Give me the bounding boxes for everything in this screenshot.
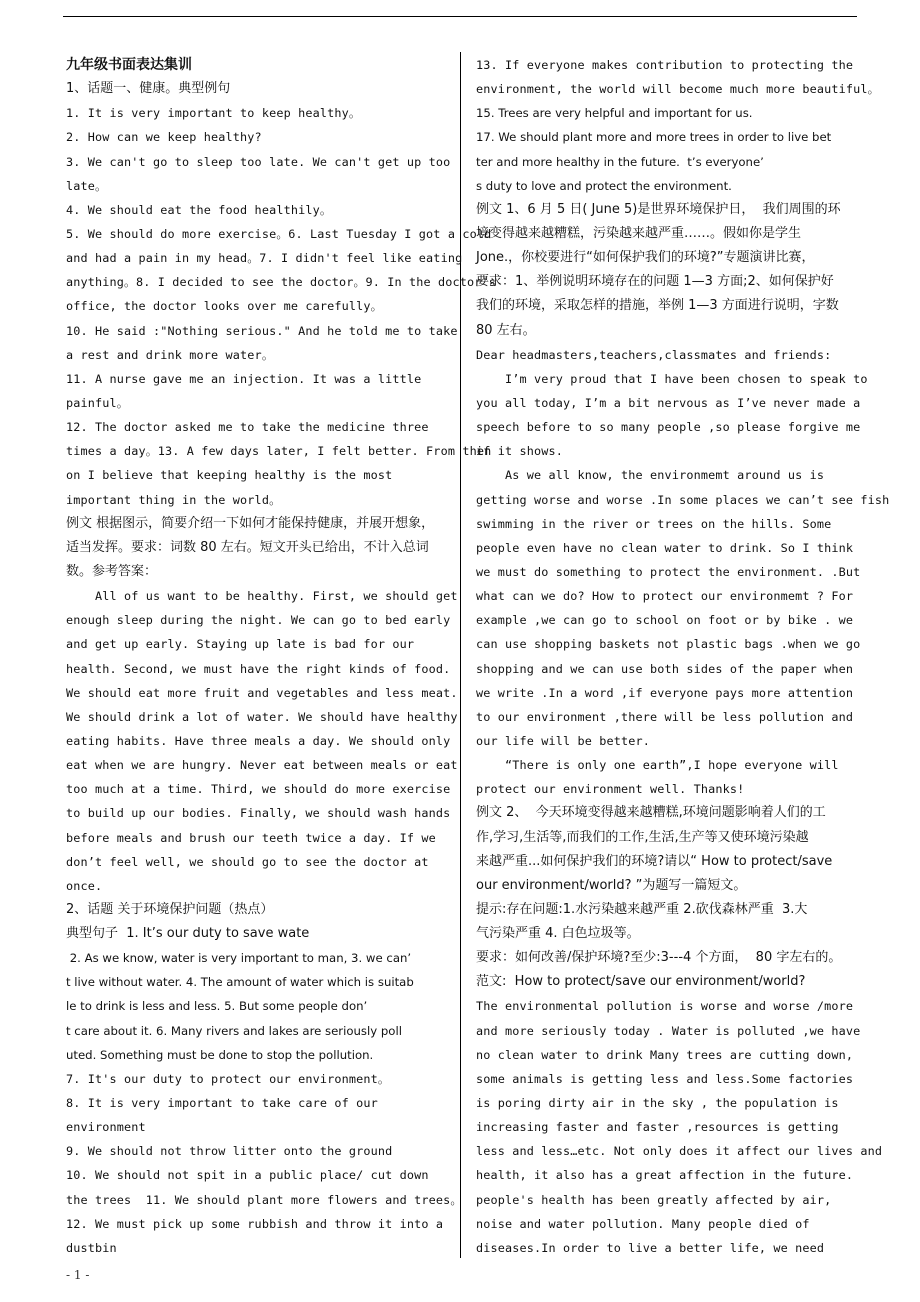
right-text-line: if it shows. bbox=[476, 444, 564, 459]
right-text-line: 15. Trees are very helpful and important for us. bbox=[476, 106, 753, 121]
left-text-line: We should eat more fruit and vegetables and less meat. bbox=[66, 685, 458, 700]
right-text-line: we write .In a word ,if everyone pays more attention bbox=[476, 685, 854, 700]
right-text-line: 境变得越来越糟糕，污染越来越严重……。假如你是学生 bbox=[476, 225, 802, 241]
right-text-line: 作,学习,生活等,而我们的工作,生活,生产等又使环境污染越 bbox=[476, 829, 809, 845]
right-text-line: shopping and we can use both sides of the paper when bbox=[476, 661, 854, 676]
right-text-line: can use shopping baskets not plastic bags .when we go bbox=[476, 637, 861, 652]
left-text-line: before meals and brush our teeth twice a day. If we bbox=[66, 830, 436, 845]
left-text-line: 4. We should eat the food healthily。 bbox=[66, 202, 332, 217]
left-text-line: 9. We should not throw litter onto the ground bbox=[66, 1144, 393, 1159]
left-text-line: uted. Something must be done to stop the pollution. bbox=[66, 1047, 374, 1062]
left-text-line: 1、话题一、健康。典型例句 bbox=[66, 81, 231, 97]
left-text-line: 2、话题 关于环境保护问题（热点） bbox=[66, 901, 274, 917]
right-text-line: getting worse and worse .In some places we can’t see fish bbox=[476, 492, 890, 507]
left-text-line: 8. It is very important to take care of our bbox=[66, 1096, 378, 1111]
right-text-line: s duty to love and protect the environment. bbox=[476, 178, 732, 193]
left-text-line: environment bbox=[66, 1120, 146, 1135]
left-text-line: 12. We must pick up some rubbish and throw it into a bbox=[66, 1216, 444, 1231]
right-text-line: Jone.，你校要进行“如何保护我们的环境?”专题演讲比赛， bbox=[476, 250, 815, 266]
left-text-line: anything。8. I decided to see the doctor。9. In the doctor's bbox=[66, 275, 497, 290]
left-column bbox=[66, 53, 497, 1260]
left-text-line: le to drink is less and less. 5. But some people don’ bbox=[66, 999, 368, 1014]
right-text-line: noise and water pollution. Many people died of bbox=[476, 1216, 810, 1231]
right-text-line: 要求：1、举例说明环境存在的问题 1—3 方面;2、如何保护好 bbox=[476, 274, 834, 290]
right-text-line: no clean water to drink Many trees are cutting down, bbox=[476, 1047, 854, 1062]
right-text-line: our life will be better. bbox=[476, 733, 651, 748]
right-text-line: is poring dirty air in the sky , the population is bbox=[476, 1096, 839, 1111]
page-number: - 1 - bbox=[66, 1268, 90, 1282]
left-text-line: 2. As we know, water is very important to man, 3. we can’ bbox=[66, 951, 412, 966]
left-text-line: eating habits. Have three meals a day. We should only bbox=[66, 733, 451, 748]
left-text-line: enough sleep during the night. We can go to bed early bbox=[66, 613, 451, 628]
left-text-line: 12. The doctor asked me to take the medicine three bbox=[66, 420, 429, 435]
left-text-line: important thing in the world。 bbox=[66, 492, 282, 507]
right-text-line: environment, the world will become much more beautiful。 bbox=[476, 82, 880, 97]
right-text-line: and more seriously today . Water is polluted ,we have bbox=[476, 1023, 861, 1038]
right-text-line: diseases.In order to live a better life, we need bbox=[476, 1240, 825, 1255]
right-text-line: 例文 1、6 月 5 日( June 5)是世界环境保护日， 我们周围的环 bbox=[476, 201, 841, 217]
right-text-line: 范文: How to protect/save our environment/world? bbox=[476, 974, 806, 990]
left-text-line: t care about it. 6. Many rivers and lakes are seriously poll bbox=[66, 1023, 402, 1038]
right-text-line: less and less…etc. Not only does it affect our lives and bbox=[476, 1144, 883, 1159]
right-text-line: our environment/world? ”为题写一篇短文。 bbox=[476, 877, 747, 893]
right-text-line: Dear headmasters,teachers,classmates and friends: bbox=[476, 347, 832, 362]
right-text-line: The environmental pollution is worse and worse /more bbox=[476, 999, 854, 1014]
left-text-line: 数。参考答案： bbox=[66, 563, 158, 579]
left-text-line: the trees 11. We should plant more flowers and trees。 bbox=[66, 1192, 463, 1207]
right-text-line: what can we do? How to protect our environmemt ? For bbox=[476, 589, 854, 604]
right-text-line: 来越严重...如何保护我们的环境?请以“ How to protect/save bbox=[476, 853, 833, 869]
right-text-line: As we all know, the environmemt around us is bbox=[476, 468, 825, 483]
left-text-line: painful。 bbox=[66, 395, 129, 410]
right-text-line: I’m very proud that I have been chosen to speak to bbox=[476, 371, 868, 386]
left-text-line: 典型句子 1. It’s our duty to save wate bbox=[66, 926, 310, 942]
right-text-line: protect our environment well. Thanks! bbox=[476, 782, 745, 797]
right-text-line: 要求：如何改善/保护环境?至少:3---4 个方面， 80 字左右的。 bbox=[476, 950, 842, 966]
left-text-line: eat when we are hungry. Never eat between meals or eat bbox=[66, 758, 458, 773]
left-text-line: 5. We should do more exercise。6. Last Tuesday I got a cold bbox=[66, 226, 492, 241]
right-text-line: 17. We should plant more and more trees in order to live bet bbox=[476, 130, 832, 145]
left-text-line: a rest and drink more water。 bbox=[66, 347, 274, 362]
left-text-line: 九年级书面表达集训 bbox=[66, 57, 192, 73]
right-text-line: ter and more healthy in the future. t’s everyone’ bbox=[476, 154, 764, 169]
left-text-line: 10. We should not spit in a public place/ cut down bbox=[66, 1168, 429, 1183]
left-text-line: t live without water. 4. The amount of water which is suitab bbox=[66, 975, 414, 990]
right-text-line: speech before to so many people ,so please forgive me bbox=[476, 420, 861, 435]
left-text-line: and had a pain in my head。7. I didn't feel like eating bbox=[66, 251, 463, 266]
left-text-line: 适当发挥。要求：词数 80 左右。短文开头已给出，不计入总词 bbox=[66, 539, 429, 555]
left-text-line: 10. He said :"Nothing serious." And he told me to take bbox=[66, 323, 458, 338]
left-text-line: late。 bbox=[66, 178, 107, 193]
right-text-line: 80 左右。 bbox=[476, 322, 536, 338]
left-text-line: 7. It's our duty to protect our environment。 bbox=[66, 1071, 390, 1086]
right-text-line: people's health has been greatly affected by air, bbox=[476, 1192, 832, 1207]
right-text-line: health, it also has a great affection in the future. bbox=[476, 1168, 854, 1183]
left-text-line: on I believe that keeping healthy is the most bbox=[66, 468, 393, 483]
left-text-line: and get up early. Staying up late is bad for our bbox=[66, 637, 415, 652]
right-text-line: 提示:存在问题:1.水污染越来越严重 2.砍伐森林严重 3.大 bbox=[476, 901, 808, 917]
right-text-line: we must do something to protect the environment. .But bbox=[476, 564, 861, 579]
left-text-line: 2. How can we keep healthy? bbox=[66, 130, 262, 145]
left-text-line: too much at a time. Third, we should do more exercise bbox=[66, 782, 451, 797]
right-text-line: people even have no clean water to drink. So I think bbox=[476, 540, 854, 555]
right-text-line: 我们的环境，采取怎样的措施，举例 1—3 方面进行说明，字数 bbox=[476, 298, 839, 314]
left-text-line: We should drink a lot of water. We should have healthy bbox=[66, 709, 458, 724]
left-text-line: don’t feel well, we should go to see the doctor at bbox=[66, 854, 429, 869]
left-text-line: times a day。13. A few days later, I felt better. From then bbox=[66, 444, 492, 459]
left-text-line: All of us want to be healthy. First, we should get bbox=[66, 589, 458, 604]
right-column bbox=[476, 53, 890, 1260]
left-text-line: office, the doctor looks over me carefully。 bbox=[66, 299, 383, 314]
right-text-line: some animals is getting less and less.Some factories bbox=[476, 1071, 854, 1086]
left-text-line: dustbin bbox=[66, 1240, 117, 1255]
left-text-line: 1. It is very important to keep healthy。 bbox=[66, 106, 361, 121]
left-text-line: 例文 根据图示，简要介绍一下如何才能保持健康，并展开想象， bbox=[66, 515, 435, 531]
right-text-line: “There is only one earth”,I hope everyone will bbox=[476, 758, 839, 773]
left-text-line: health. Second, we must have the right kinds of food. bbox=[66, 661, 451, 676]
left-text-line: 3. We can't go to sleep too late. We can't get up too bbox=[66, 154, 451, 169]
right-text-line: increasing faster and faster ,resources is getting bbox=[476, 1120, 839, 1135]
left-text-line: 11. A nurse gave me an injection. It was a little bbox=[66, 371, 422, 386]
right-text-line: swimming in the river or trees on the hills. Some bbox=[476, 516, 832, 531]
left-text-line: to build up our bodies. Finally, we should wash hands bbox=[66, 806, 451, 821]
right-text-line: example ,we can go to school on foot or by bike . we bbox=[476, 613, 854, 628]
right-text-line: 气污染严重 4. 白色垃圾等。 bbox=[476, 926, 640, 942]
right-text-line: you all today, I’m a bit nervous as I’ve never made a bbox=[476, 395, 861, 410]
right-text-line: to our environment ,there will be less pollution and bbox=[476, 709, 854, 724]
header-rule bbox=[63, 16, 857, 17]
left-text-line: once. bbox=[66, 878, 103, 893]
right-text-line: 例文 2、 今天环境变得越来越糟糕,环境问题影响着人们的工 bbox=[476, 805, 826, 821]
right-text-line: 13. If everyone makes contribution to protecting the bbox=[476, 58, 854, 72]
